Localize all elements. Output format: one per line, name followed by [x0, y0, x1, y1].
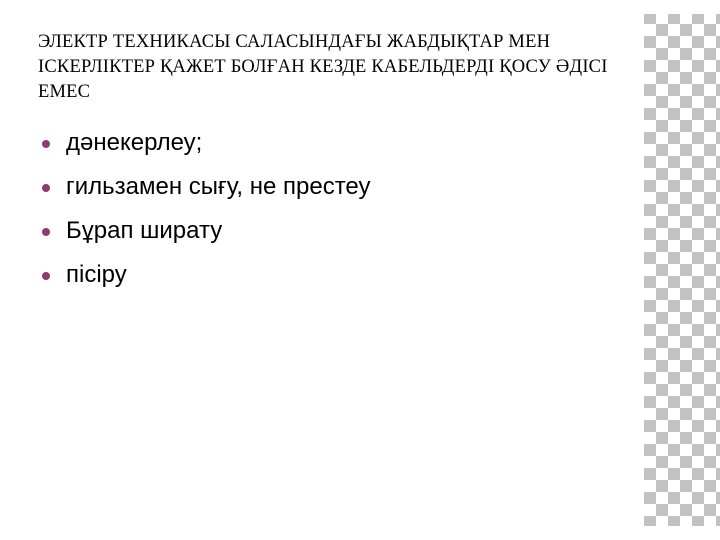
- list-item: [34, 172, 614, 202]
- list-item: [34, 128, 614, 158]
- bullet-icon: [42, 184, 50, 192]
- list-item-label: Бұрап ширату: [66, 217, 223, 244]
- list-item-label: гильзамен сығу, не престеу: [66, 173, 371, 200]
- list-item: [34, 260, 614, 290]
- bullet-icon: [42, 272, 50, 280]
- list-item-label: дәнекерлеу;: [66, 129, 203, 156]
- list-item: [34, 216, 614, 246]
- bullet-list: [34, 128, 614, 304]
- bullet-icon: [42, 140, 50, 148]
- decoration-bottom-gap: [644, 526, 720, 540]
- list-item-label: пісіру: [66, 261, 127, 288]
- bullet-icon: [42, 228, 50, 236]
- checkered-decoration: [644, 0, 720, 540]
- page-title: ЭЛЕКТР ТЕХНИКАСЫ САЛАСЫНДАҒЫ ЖАБДЫҚТАР МЕН ІСКЕРЛІКТЕР ҚАЖЕТ БОЛҒАН КЕЗДЕ КАБЕЛЬДЕРДІ ҚОСУ ӘДІСІ ЕМЕС: [38, 32, 608, 102]
- decoration-top-gap: [644, 0, 720, 14]
